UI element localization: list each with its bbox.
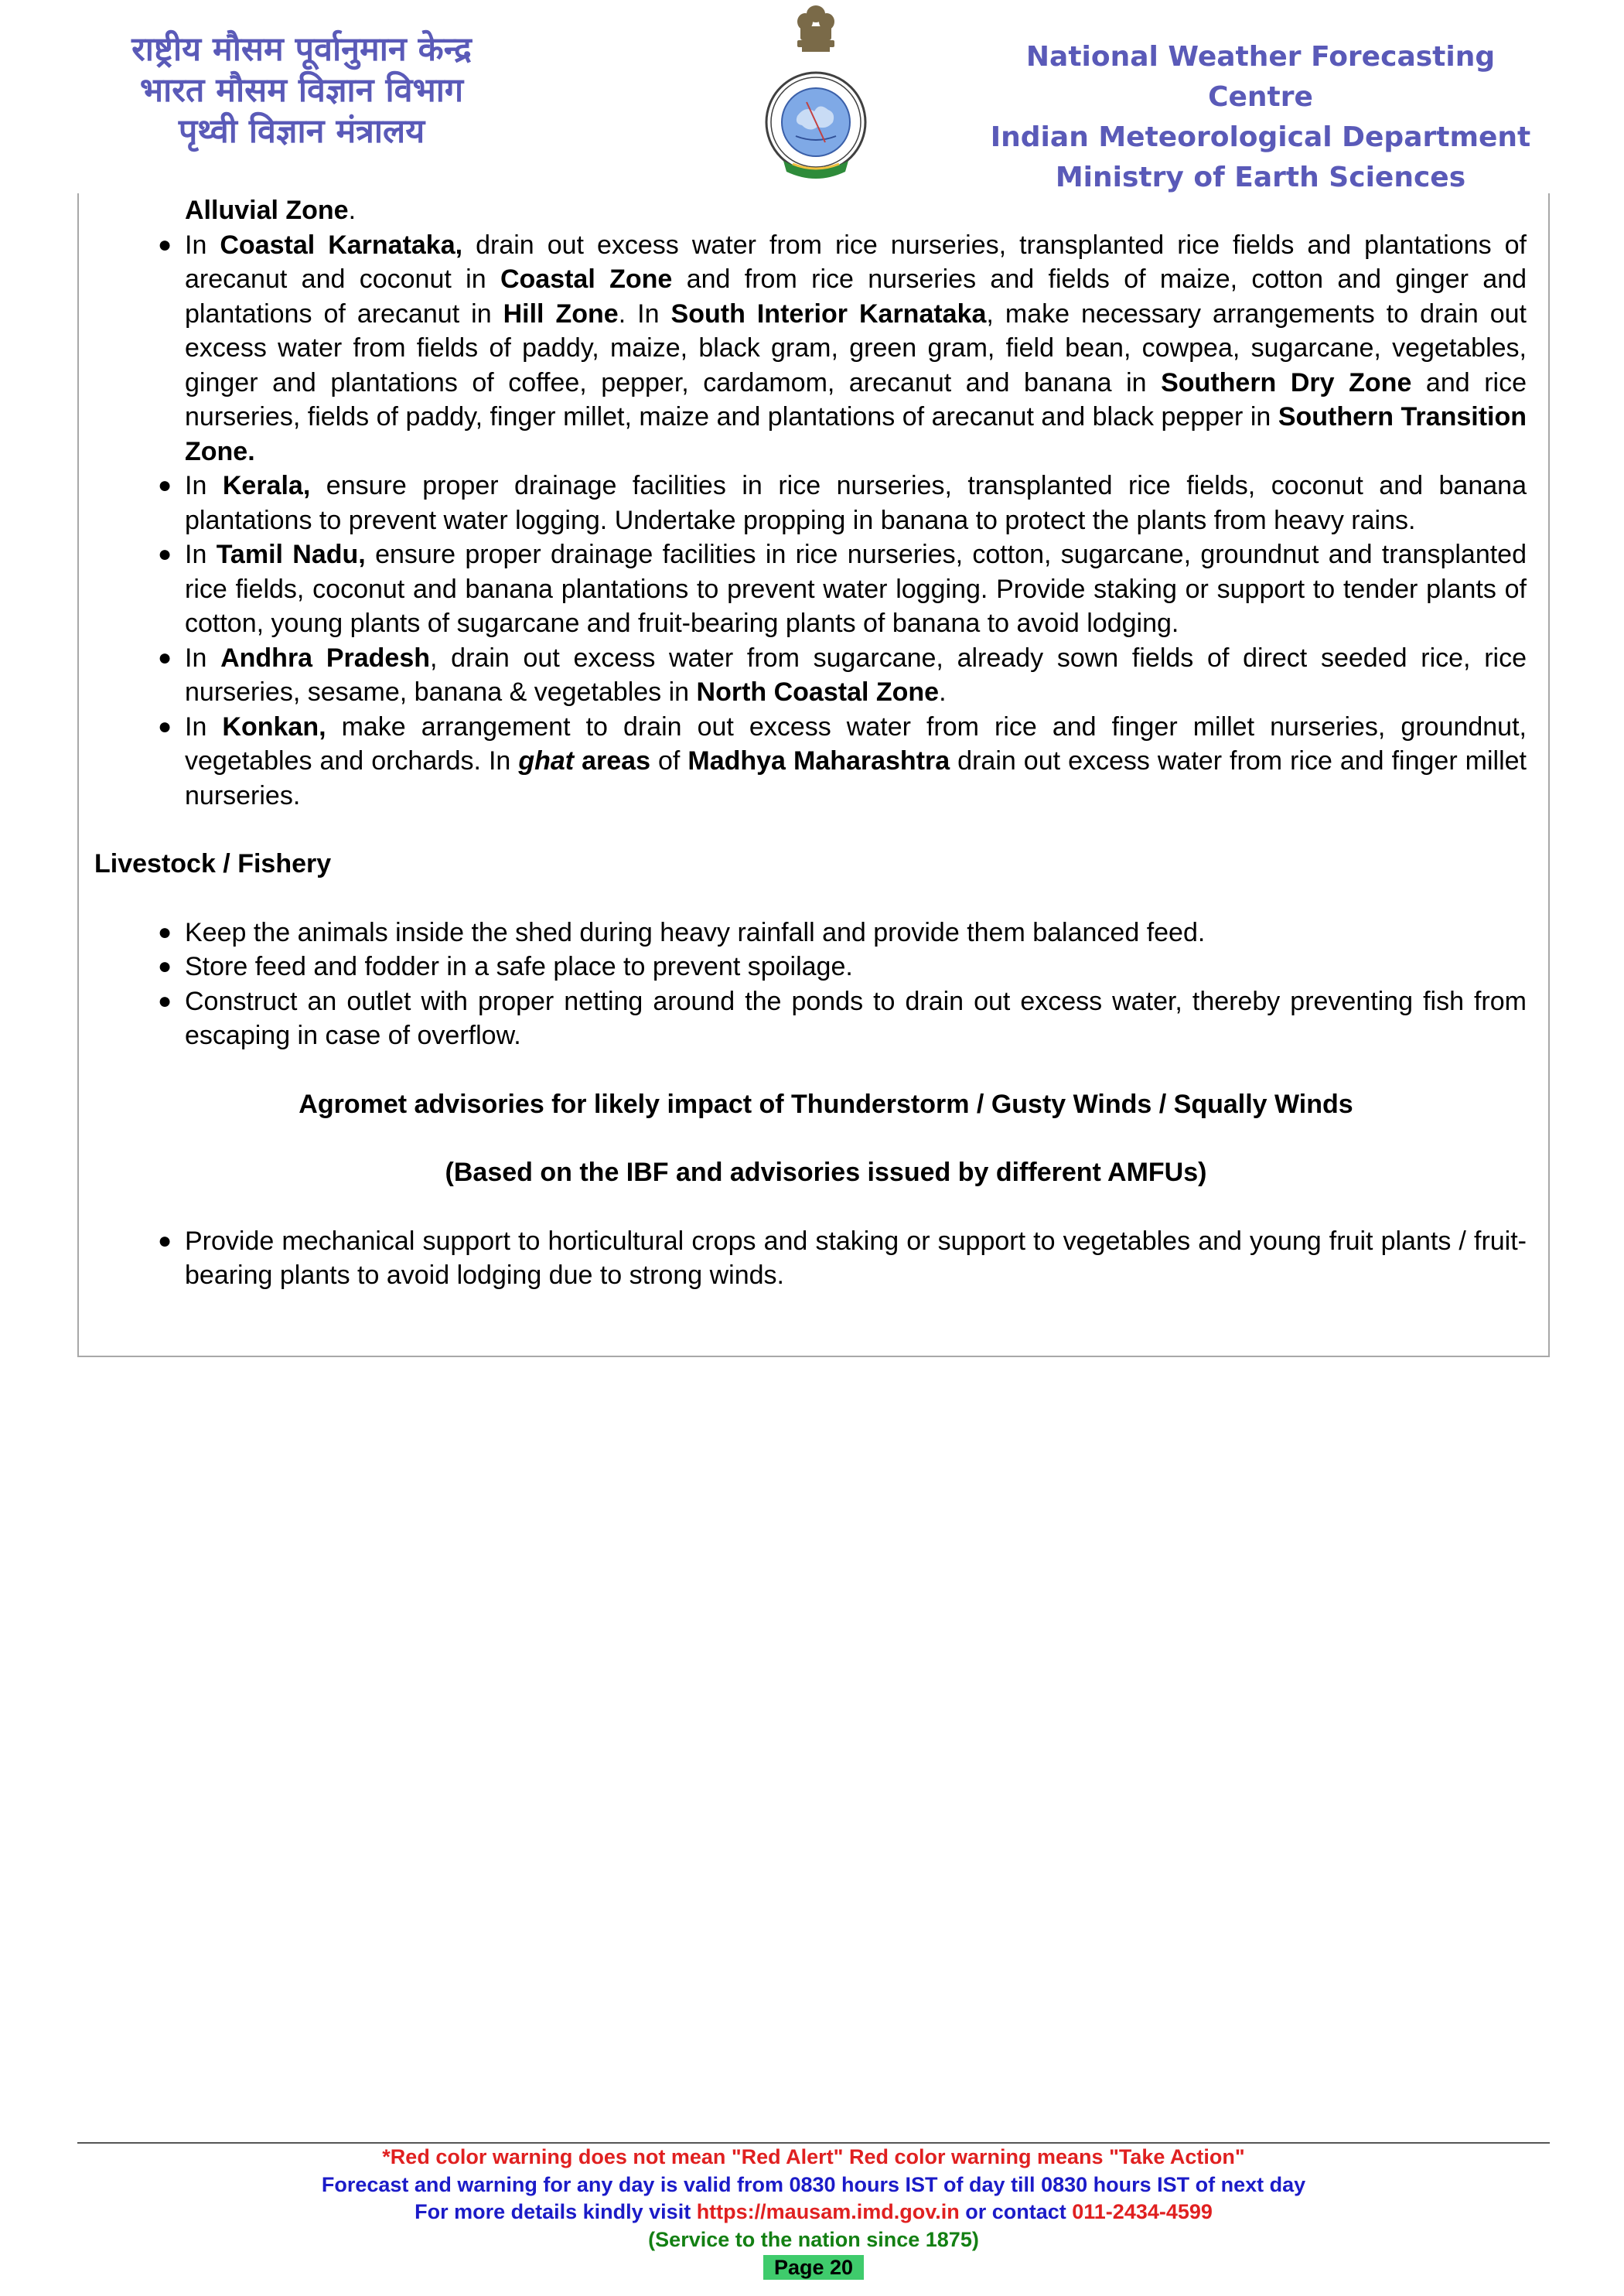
bullet-dot-icon: ● bbox=[158, 713, 172, 739]
carry-over-rest: . bbox=[348, 196, 357, 225]
page-footer bbox=[77, 2144, 1550, 2282]
bullet-bold-text: Coastal Zone bbox=[500, 264, 673, 294]
footer-contact-line bbox=[77, 2199, 1550, 2226]
hindi-line-2: भारत मौसम विज्ञान विभाग bbox=[139, 71, 464, 110]
footer-details-prefix: For more details kindly visit bbox=[415, 2200, 697, 2223]
crop-advisory-list bbox=[94, 228, 1527, 814]
bullet-bold-text: Southern Transition Zone. bbox=[185, 402, 1527, 466]
bullet-dot-icon: ● bbox=[158, 919, 172, 945]
livestock-section-title: Livestock / Fishery bbox=[94, 849, 332, 878]
bullet-bold-text: Tamil Nadu, bbox=[216, 540, 366, 569]
bullet-text: In bbox=[185, 230, 220, 260]
bullet-text: In bbox=[185, 540, 217, 569]
advisory-bullet-item bbox=[94, 916, 1527, 950]
bullet-bold-text: Kerala, bbox=[222, 471, 311, 500]
english-org-name bbox=[982, 37, 1539, 198]
advisory-bullet-item bbox=[94, 537, 1527, 641]
page-header bbox=[0, 0, 1624, 193]
bullet-bold-text: Andhra Pradesh bbox=[220, 643, 430, 673]
bullet-bold-text: South Interior Karnataka bbox=[670, 299, 987, 329]
hindi-line-3: पृथ्वी विज्ञान मंत्रालय bbox=[178, 112, 425, 151]
hindi-org-name bbox=[77, 29, 526, 152]
bullet-bold-text: Hill Zone bbox=[503, 299, 619, 329]
bullet-text: Provide mechanical support to horticultural crops and staking or support to vegetables and young fruit plants / fruit-bearing plants to avoid lodging due to strong winds. bbox=[185, 1226, 1527, 1290]
bullet-bold-text: Coastal Karnataka, bbox=[220, 230, 463, 260]
advisory-bullet-item bbox=[94, 228, 1527, 469]
footer-service-note: (Service to the nation since 1875) bbox=[648, 2227, 979, 2251]
footer-phone-number: 011-2434-4599 bbox=[1072, 2200, 1213, 2223]
thunderstorm-advisory-list bbox=[94, 1224, 1527, 1293]
carry-over-bold: Alluvial Zone bbox=[185, 196, 349, 225]
bullet-dot-icon: ● bbox=[158, 644, 172, 670]
advisory-bullet-item bbox=[94, 469, 1527, 537]
bullet-text: In bbox=[185, 643, 221, 673]
bullet-text: , drain out excess water from sugarcane, already sown fields of direct seeded rice, rice nurseries, sesame, banana & vegetables in bbox=[185, 643, 1527, 707]
advisory-content bbox=[94, 193, 1527, 1293]
bullet-text: . In bbox=[618, 299, 671, 329]
advisory-bullet-item bbox=[94, 984, 1527, 1053]
thunderstorm-section-subtitle: (Based on the IBF and advisories issued by different AMFUs) bbox=[445, 1158, 1207, 1187]
bullet-text: , make necessary arrangements to drain out excess water from fields of paddy, maize, black gram, green gram, field bean, cowpea, sugarcane, vegetables, ginger and plantations of coffee, pepper, cardamom, arecanut and banana in bbox=[185, 299, 1527, 397]
bullet-text: ensure proper drainage facilities in rice nurseries, transplanted rice fields, coconut and banana plantations to prevent water logging. Undertake propping in banana to protect the plants from heavy rains. bbox=[185, 471, 1527, 535]
carry-over-line bbox=[94, 193, 1527, 228]
bullet-text: of bbox=[650, 746, 688, 776]
hindi-line-1: राष्ट्रीय मौसम पूर्वानुमान केन्द्र bbox=[131, 30, 472, 69]
english-line-2: Indian Meteorological Department bbox=[990, 121, 1531, 153]
bullet-text: ensure proper drainage facilities in rice nurseries, cotton, sugarcane, groundnut and transplanted rice fields, coconut and banana plantations to prevent water logging. Provide staking or support to tender plants of cotton, young plants of sugarcane and fruit-bearing plants of banana to avoid lodging. bbox=[185, 540, 1527, 638]
bullet-text: and from rice nurseries and fields of maize, cotton and ginger and plantations of arecanut in bbox=[185, 264, 1527, 329]
advisory-bullet-item bbox=[94, 710, 1527, 814]
bullet-dot-icon: ● bbox=[158, 541, 172, 567]
bullet-bold-text: ghat bbox=[518, 746, 575, 776]
advisory-content-box bbox=[77, 193, 1550, 1357]
footer-validity-note: Forecast and warning for any day is valid from 0830 hours IST of day till 0830 hours IST of next day bbox=[321, 2172, 1306, 2196]
imd-emblem-logo bbox=[762, 0, 870, 186]
advisory-bullet-item bbox=[94, 1224, 1527, 1293]
bullet-bold-text: Southern Dry Zone bbox=[1161, 367, 1412, 397]
bullet-text: Keep the animals inside the shed during heavy rainfall and provide them balanced feed. bbox=[185, 917, 1206, 947]
advisory-bullet-item bbox=[94, 950, 1527, 984]
bullet-text: Construct an outlet with proper netting around the ponds to drain out excess water, thereby preventing fish from escaping in case of overflow. bbox=[185, 986, 1527, 1050]
livestock-advisory-list bbox=[94, 916, 1527, 1053]
bullet-bold-text: areas bbox=[574, 746, 650, 776]
bullet-dot-icon: ● bbox=[158, 231, 172, 258]
bullet-dot-icon: ● bbox=[158, 954, 172, 979]
bullet-bold-text: North Coastal Zone bbox=[696, 677, 940, 707]
thunderstorm-section-title: Agromet advisories for likely impact of Thunderstorm / Gusty Winds / Squally Winds bbox=[299, 1089, 1353, 1119]
bullet-dot-icon: ● bbox=[158, 988, 172, 1014]
bullet-text: In bbox=[185, 711, 223, 742]
footer-website-link[interactable]: https://mausam.imd.gov.in bbox=[696, 2200, 960, 2223]
bullet-bold-text: Madhya Maharashtra bbox=[687, 746, 950, 776]
bullet-text: . bbox=[939, 677, 947, 707]
english-line-1: National Weather Forecasting Centre bbox=[1025, 41, 1496, 113]
bullet-text: drain out excess water from rice nurseries, transplanted rice fields and plantations of arecanut and coconut in bbox=[185, 230, 1527, 294]
advisory-bullet-item bbox=[94, 641, 1527, 710]
bullet-text: Store feed and fodder in a safe place to prevent spoilage. bbox=[185, 952, 853, 981]
footer-details-mid: or contact bbox=[959, 2200, 1073, 2223]
bullet-dot-icon: ● bbox=[158, 473, 172, 498]
bullet-bold-text: Konkan, bbox=[222, 711, 326, 742]
footer-warning-note: *Red color warning does not mean "Red Alert" Red color warning means "Take Action" bbox=[382, 2145, 1245, 2168]
bullet-text: and rice nurseries, fields of paddy, finger millet, maize and plantations of arecanut and black pepper in bbox=[185, 367, 1527, 432]
english-line-3: Ministry of Earth Sciences bbox=[1055, 162, 1466, 193]
bullet-text: In bbox=[185, 471, 223, 500]
page-number-badge: Page 20 bbox=[763, 2255, 864, 2280]
bullet-text: drain out excess water from rice and finger millet nurseries. bbox=[185, 746, 1527, 810]
bullet-text: make arrangement to drain out excess water from rice and finger millet nurseries, groundnut, vegetables and orchards. In bbox=[185, 711, 1527, 776]
bullet-dot-icon: ● bbox=[158, 1227, 172, 1254]
